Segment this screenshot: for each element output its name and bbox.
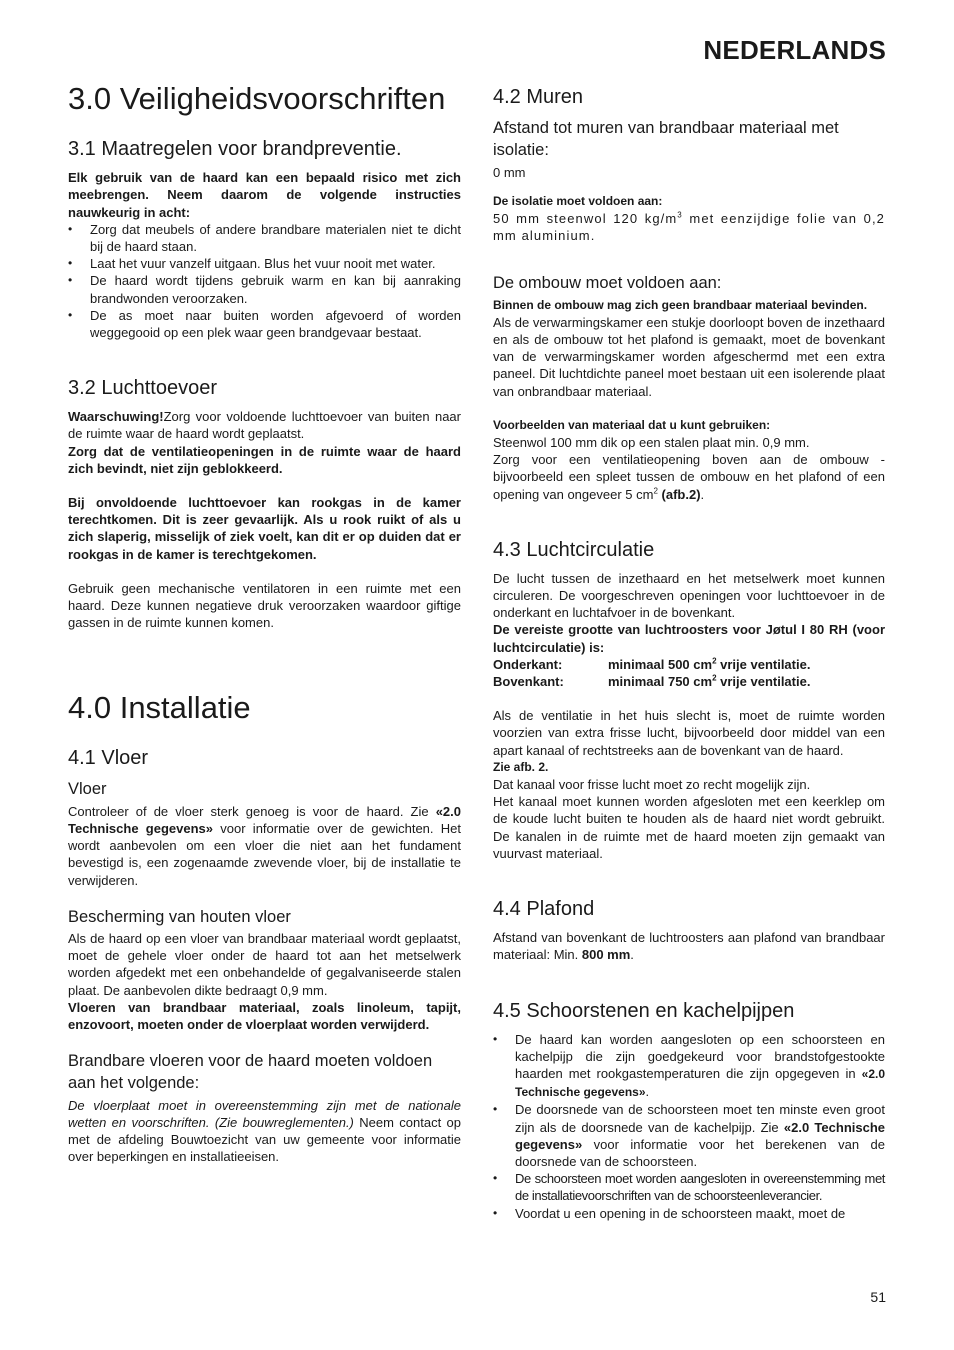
vent-value-pre: minimaal 750 cm bbox=[608, 674, 713, 690]
chimney-text-post: voor informatie voor het berekenen van de doorsnede van de schoorsteen. bbox=[515, 1136, 885, 1169]
materials-text-pre: Zorg voor een ventilatieopening boven aan de ombouw - bijvoorbeeld een spleet tussen de ombouw en het plafond of een opening van ongeveer 5 cm bbox=[493, 452, 885, 502]
floor-plate-text: Neem contact op met de afdeling Bouwtoezicht van uw gemeente voor informatie over beperkingen en installatieeisen. bbox=[68, 1114, 462, 1165]
page-number: 51 bbox=[870, 1289, 886, 1305]
floor-subtitle: Vloer bbox=[68, 780, 107, 799]
figure-ref: (afb.2) bbox=[661, 486, 701, 502]
figure-2-ref: Zie afb. 2. bbox=[493, 759, 549, 774]
vent-value-pre: minimaal 500 cm bbox=[608, 656, 713, 672]
vent-value-post: vrije ventilatie. bbox=[716, 656, 811, 672]
materials-sup: 2 bbox=[653, 486, 658, 496]
combustible-floor-text bbox=[68, 1097, 461, 1166]
materials-label: Voorbeelden van materiaal dat u kunt gebruiken: bbox=[493, 417, 771, 432]
warning-paragraph bbox=[68, 408, 461, 442]
materials-end: . bbox=[700, 486, 705, 502]
insulation-label: De isolatie moet voldoen aan: bbox=[493, 193, 663, 208]
section-3-1-title: 3.1 Maatregelen voor brandpreventie. bbox=[68, 138, 402, 161]
insulation-text bbox=[493, 210, 885, 244]
vent-value-sup: 2 bbox=[712, 673, 717, 683]
ceiling-text-pre: Afstand van bovenkant de luchtroosters aan plafond van brandbaar materiaal: Min. bbox=[493, 930, 885, 963]
vent-value-post: vrije ventilatie. bbox=[716, 674, 811, 690]
vent-row-value bbox=[608, 673, 810, 690]
insulation-sup: 3 bbox=[677, 210, 683, 220]
floor-text-pre: Controleer of de vloer sterk genoeg is voor de haard. Zie bbox=[68, 803, 436, 819]
ceiling-text-post: . bbox=[630, 947, 634, 963]
left-column bbox=[68, 82, 461, 1166]
vent-row-top bbox=[493, 673, 885, 690]
combustible-floor-subtitle: Brandbare vloeren voor de haard moeten voldoen aan het volgende: bbox=[68, 1052, 433, 1093]
list-item: • De haard wordt tijdens gebruik warm en kan bij aanraking brandwonden veroorzaken. bbox=[68, 272, 461, 306]
right-column bbox=[493, 86, 885, 1222]
section-4-3-title: 4.3 Luchtcirculatie bbox=[493, 538, 655, 561]
wood-floor-subtitle: Bescherming van houten vloer bbox=[68, 907, 291, 926]
damper-text: Het kanaal moet kunnen worden afgesloten met een keerklep om de koude lucht buiten te houden als de haard niet wordt gebruikt. De kanalen in de ruimte met de haard moeten zijn gemaakt van vuurvast materiaal. bbox=[493, 794, 885, 861]
poor-ventilation-text: Als de ventilatie in het huis slecht is, moet de ruimte worden voorzien van extra frisse lucht, bijvoorbeeld door middel van een apart kanaal of rechtstreeks aan de bovenkant van de haard. bbox=[493, 708, 885, 758]
walls-distance-value: 0 mm bbox=[493, 164, 526, 180]
vent-row-bottom bbox=[493, 656, 885, 673]
wood-floor-bold: Vloeren van brandbaar materiaal, zoals linoleum, tapijt, enzovoort, moeten onder de vloerplaat worden verwijderd. bbox=[68, 999, 461, 1033]
air-circulation-text: De lucht tussen de inzethaard en het metselwerk moet kunnen circuleren. De voorgeschreven openingen voor luchttoevoer in de onderkant en luchtafvoer in de bovenkant. bbox=[493, 570, 885, 621]
list-item: • De as moet naar buiten worden afgevoerd of worden weggegooid op een plek waar geen brandgevaar bestaat. bbox=[68, 307, 461, 341]
materials-text bbox=[493, 451, 885, 503]
vent-row-value bbox=[608, 656, 810, 673]
section-4-2-title: 4.2 Muren bbox=[493, 86, 584, 108]
fire-prevention-list bbox=[68, 221, 461, 341]
ceiling-text bbox=[493, 929, 885, 963]
section-3-2-title: 3.2 Luchttoevoer bbox=[68, 377, 217, 400]
walls-insulation-subtitle: Afstand tot muren van brandbaar materiaal met isolatie: bbox=[493, 119, 839, 160]
section-4-1-title: 4.1 Vloer bbox=[68, 747, 149, 770]
section-4-title: 4.0 Installatie bbox=[68, 690, 251, 726]
vent-value-sup: 2 bbox=[712, 656, 717, 666]
enclosure-subtitle: De ombouw moet voldoen aan: bbox=[493, 274, 722, 293]
chimney-text-pre: De doorsnede van de schoorsteen moet ten minste even groot zijn als de doorsnede van de kachelpijp. Zie bbox=[515, 1102, 885, 1135]
fresh-air-duct-text: Dat kanaal voor frisse lucht moet zo recht mogelijk zijn. bbox=[493, 777, 811, 793]
list-item: • De schoorsteen moet worden aangesloten in overeenstemming met de installatievoorschriften van de schoorsteenleverancier. bbox=[493, 1170, 885, 1204]
section-4-5-title: 4.5 Schoorstenen en kachelpijpen bbox=[493, 999, 795, 1022]
enclosure-bold: Binnen de ombouw mag zich geen brandbaar materiaal bevinden. bbox=[493, 297, 868, 312]
list-item bbox=[493, 1031, 885, 1102]
warning-label: Waarschuwing! bbox=[68, 409, 164, 425]
ceiling-distance-value: 800 mm bbox=[581, 947, 631, 963]
tech-data-ref: «2.0 Technische gegevens» bbox=[68, 803, 461, 836]
chimney-list bbox=[493, 1031, 885, 1222]
section-3-title: 3.0 Veiligheidsvoorschriften bbox=[68, 81, 446, 116]
floor-text-post: voor informatie over de gewichten. Het wordt aanbevolen om een vloer die niet aan het fundament bevestigd is, een zogenaamde zwevende vloer, bij de installatie te verwijderen. bbox=[68, 820, 461, 888]
section-4-4-title: 4.4 Plafond bbox=[493, 898, 595, 921]
language-header: NEDERLANDS bbox=[703, 35, 886, 65]
list-item: • Zorg dat meubels of andere brandbare materialen niet te dicht bij de haard staan. bbox=[68, 221, 461, 255]
materials-line: Steenwol 100 mm dik op een stalen plaat min. 0,9 mm. bbox=[493, 435, 810, 451]
floor-text bbox=[68, 803, 461, 889]
chimney-text-post: . bbox=[645, 1084, 650, 1100]
grille-size-note: De vereiste grootte van luchtroosters voor Jøtul I 80 RH (voor luchtcirculatie) is: bbox=[493, 622, 885, 655]
ventilation-openings-note: Zorg dat de ventilatieopeningen in de ruimte waar de haard zich bevindt, niet zijn geblokkeerd. bbox=[68, 443, 461, 476]
insulation-text-post: met eenzijdige folie van 0,2 mm aluminium. bbox=[493, 210, 885, 244]
tech-data-ref: «2.0 Technische gegevens» bbox=[515, 1119, 885, 1152]
warning-text: Zorg voor voldoende luchttoevoer van buiten naar de ruimte waar de haard wordt geplaatst. bbox=[68, 409, 461, 442]
mechanical-fans-note: Gebruik geen mechanische ventilatoren in een ruimte met een haard. Deze kunnen negatieve druk veroorzaken waardoor giftige gassen in de ruimte kunnen komen. bbox=[68, 580, 461, 631]
list-item: • Voordat u een opening in de schoorsteen maakt, moet de bbox=[493, 1205, 885, 1222]
floor-plate-italic: De vloerplaat moet in overeenstemming zijn met de nationale wetten en voorschriften. (Zie bouwreglementen.) bbox=[68, 1097, 461, 1130]
wood-floor-text: Als de haard op een vloer van brandbaar materiaal wordt geplaatst, moet de gehele vloer onder de haard tot aan het metselwerk worden afgedekt met een onbehandelde of gegalvaniseerde stalen plaat. De aanbevolen dikte bedraagt 0,9 mm. bbox=[68, 931, 461, 998]
tech-data-ref: «2.0 Technische gegevens» bbox=[515, 1066, 885, 1100]
vent-row-label: Bovenkant: bbox=[493, 674, 564, 690]
section-3-1-intro: Elk gebruik van de haard kan een bepaald risico met zich meebrengen. Neem daarom de volgende instructies nauwkeurig in acht: bbox=[68, 170, 461, 220]
list-item: • Laat het vuur vanzelf uitgaan. Blus het vuur nooit met water. bbox=[68, 255, 461, 272]
smoke-gas-warning: Bij onvoldoende luchttoevoer kan rookgas in de kamer terechtkomen. Dit is zeer gevaarlijk. Als u rook ruikt of als u zich slaperig, misselijk of ziek voelt, kan dit er op duiden dat er rookgas in de kamer is terechtgekomen. bbox=[68, 494, 461, 562]
insulation-text-pre: 50 mm steenwol 120 kg/m bbox=[493, 210, 678, 226]
enclosure-text: Als de verwarmingskamer een stukje doorloopt boven de inzethaard en als de ombouw tot het plafond is gemaakt, moet de bovenkant van de verwarmingskamer worden afgeschermd met een extra paneel. Dit luchtdichte paneel moet bestaan uit een isolerende plaat van onbrandbaar materiaal. bbox=[493, 314, 885, 399]
list-item bbox=[493, 1101, 885, 1170]
chimney-text-pre: De haard kan worden aangesloten op een schoorsteen en kachelpijp die zijn goedgekeurd voor brandstofgestookte haarden met rookgastemperaturen die zijn opgegeven in bbox=[515, 1031, 885, 1081]
vent-row-label: Onderkant: bbox=[493, 656, 563, 672]
